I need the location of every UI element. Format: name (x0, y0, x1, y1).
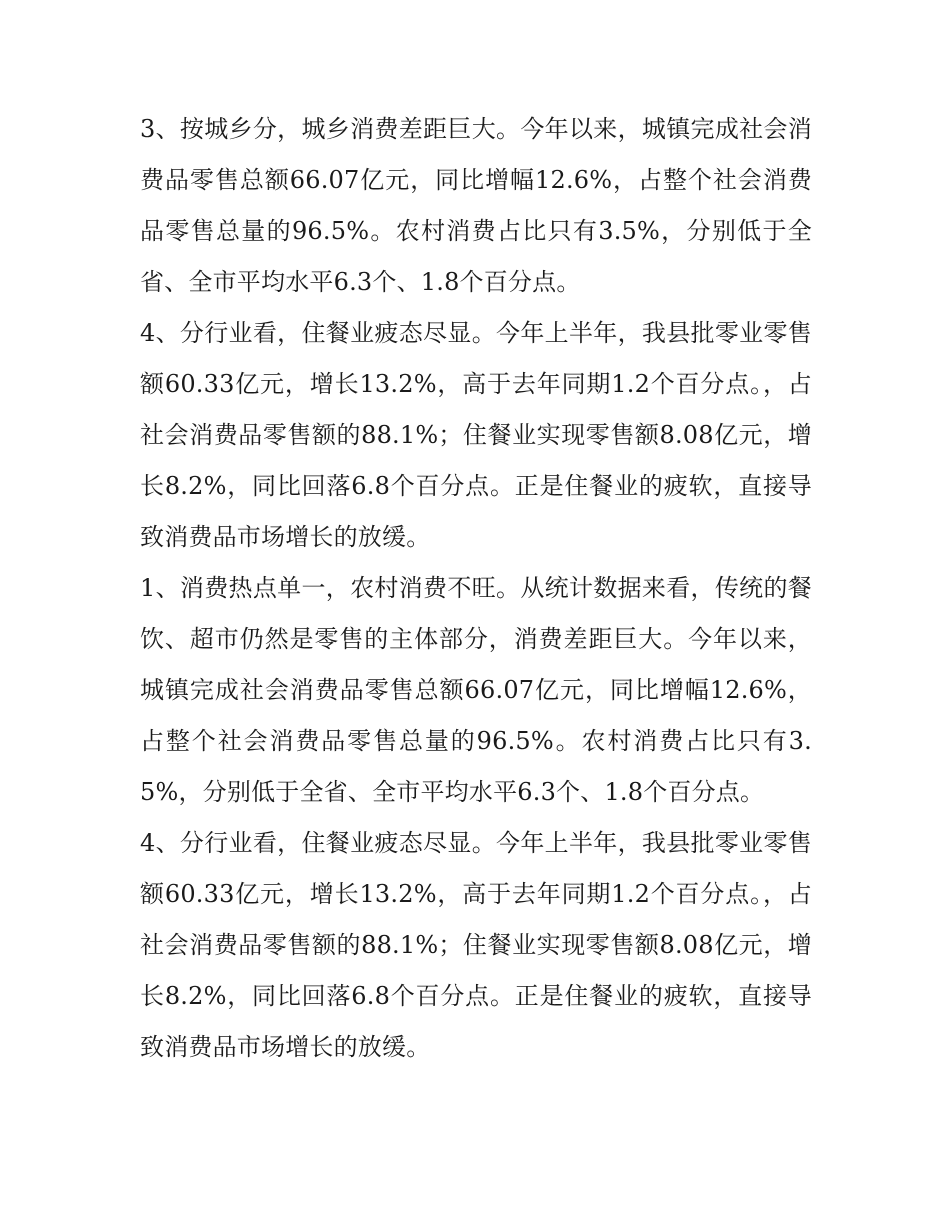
paragraph-urban-rural-gap: 3、按城乡分，城乡消费差距巨大。今年以来，城镇完成社会消费品零售总额66.07亿元，同比增幅12.6%，占整个社会消费品零售总量的96.5%。农村消费占比只有3.5%，分别低于全省、全市平均水平6.3个、1.8个百分点。 (140, 115, 812, 296)
paragraph-industry-analysis: 4、分行业看，住餐业疲态尽显。今年上半年，我县批零业零售额60.33亿元，增长13.2%，高于去年同期1.2个百分点。，占社会消费品零售额的88.1%；住餐业实现零售额8.08亿元，增长8.2%，同比回落6.8个百分点。正是住餐业的疲软，直接导致消费品市场增长的放缓。 (140, 319, 812, 551)
paragraph-consumption-hotspots: 1、消费热点单一，农村消费不旺。从统计数据来看，传统的餐饮、超市仍然是零售的主体部分，消费差距巨大。今年以来，城镇完成社会消费品零售总额66.07亿元，同比增幅12.6%，占整个社会消费品零售总量的96.5%。农村消费占比只有3.5%，分别低于全省、全市平均水平6.3个、1.8个百分点。 (140, 574, 812, 806)
document-body (140, 104, 812, 1073)
paragraph-industry-analysis-repeat: 4、分行业看，住餐业疲态尽显。今年上半年，我县批零业零售额60.33亿元，增长13.2%，高于去年同期1.2个百分点。，占社会消费品零售额的88.1%；住餐业实现零售额8.08亿元，增长8.2%，同比回落6.8个百分点。正是住餐业的疲软，直接导致消费品市场增长的放缓。 (140, 829, 812, 1061)
